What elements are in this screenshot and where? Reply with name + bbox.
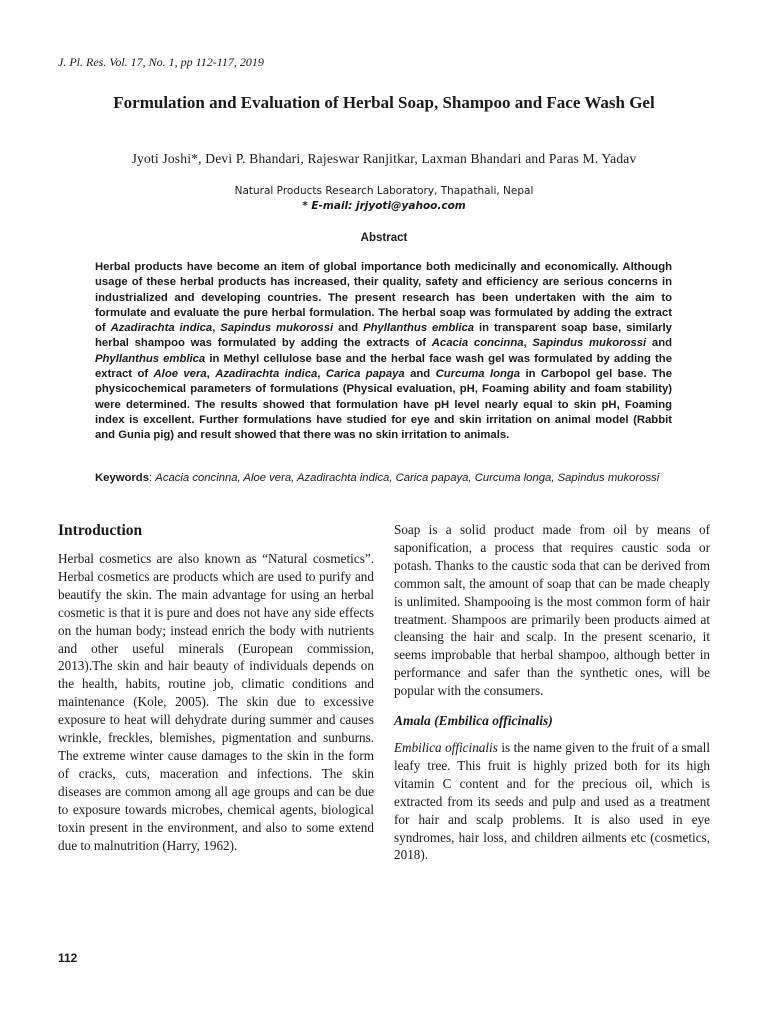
separator: and: [646, 337, 672, 350]
separator: ,: [317, 368, 326, 381]
amala-text: is the name given to the fruit of a small leafy tree. This fruit is highly prized both for its high vitamin C content and for the precious oil, which is extracted from its seeds and pulp and used as a treatment for hair and scalp problems. It is also used in eye syndromes, hair loss, and children ailments etc (cosmetics, 2018).: [394, 739, 710, 863]
species-name: Phyllanthus emblica: [363, 322, 475, 335]
separator: ,: [523, 337, 533, 350]
paper-title: Formulation and Evaluation of Herbal Soap, Shampoo and Face Wash Gel: [113, 93, 655, 112]
subsection-heading-amala: Amala (Embilica officinalis): [394, 713, 553, 729]
abstract-text-part: in Carbopol gel base. The physicochemical parameters of formulations (Physical evaluation, pH, Foaming ability and foam stability) were determined. The results showed that formulation have pH level nearly equal to skin pH, Foaming index is excellent. Further formulations have studied for eye and skin irritation on animal model (Rabbit and Gunia pig) and result showed that there was no skin irritation to animals.: [95, 368, 672, 442]
separator: and: [404, 368, 436, 381]
affiliation: Natural Products Research Laboratory, Thapathali, Nepal: [234, 185, 534, 197]
species-name: Aloe vera: [153, 368, 207, 381]
soap-paragraph: Soap is a solid product made from oil by means of saponification, a process that requires caustic soda or potash. Thanks to the caustic soda that can be derived from common salt, the amount of soap that can be made cheaply is unlimited. Shampooing is the most common form of hair treatment. Shampoos are primarily been products aimed at cleansing the hair and scalp. In the present scenario, it seems improbable that herbal shampoo, although better in performance and safer than the synthetic ones, will be popular with the consumers.: [394, 522, 710, 699]
keywords-list: Acacia concinna, Aloe vera, Azadirachta indica, Carica papaya, Curcuma longa, Sapindus mukorossi: [155, 472, 660, 484]
abstract-text-part: in transparent soap base, similarly herbal shampoo was formulated by adding the extracts of: [95, 322, 672, 350]
separator: :: [149, 472, 156, 484]
contact-email: * E-mail: jrjyoti@yahoo.com: [302, 200, 466, 212]
abstract-text: [95, 260, 672, 444]
keywords: [95, 471, 672, 486]
species-name: Carica papaya: [325, 368, 405, 381]
abstract-text-part: in Methyl cellulose base and the herbal face wash gel was formulated by adding the extract of: [95, 352, 672, 381]
author-list: Jyoti Joshi*, Devi P. Bhandari, Rajeswar Ranjitkar, Laxman Bhandari and Paras M. Yadav: [131, 151, 637, 166]
species-name: Azadirachta indica: [215, 368, 318, 381]
species-name: Acacia concinna: [431, 337, 524, 350]
species-name: Sapindus mukorossi: [220, 322, 334, 335]
affiliation-block: [80, 184, 688, 214]
right-column: [394, 521, 710, 864]
abstract-text-part: Herbal products have become an item of global importance both medicinally and economically. Although usage of these herbal products has increased, their quality, safety and efficiency are serious concerns in industrialized and developing countries. The present research has been undertaken with the aim to formulate and evaluate the pure herbal formulation. The herbal soap was formulated by adding the extract of: [95, 261, 672, 335]
keywords-label: Keywords: [95, 472, 149, 484]
species-name: Phyllanthus emblica: [95, 352, 206, 365]
abstract-heading: Abstract: [360, 232, 408, 244]
section-heading-introduction: Introduction: [58, 522, 143, 539]
species-name: Curcuma longa: [435, 368, 521, 381]
page-number: 112: [58, 951, 78, 965]
left-column: [58, 521, 374, 854]
separator: and: [333, 322, 364, 335]
amala-paragraph: [394, 739, 710, 864]
separator: ,: [212, 322, 221, 335]
species-name: Embilica officinalis: [394, 739, 498, 755]
separator: ,: [206, 368, 216, 381]
intro-paragraph: Herbal cosmetics are also known as “Natural cosmetics”. Herbal cosmetics are products which are used to purify and beautify the skin. The main advantage for using an herbal cosmetic is that it is pure and does not have any side effects on the human body; instead enrich the body with nutrients and other useful minerals (European commission, 2013).The skin and hair beauty of individuals depends on the health, habits, routine job, climatic conditions and maintenance (Kole, 2005). The skin due to excessive exposure to heat will dehydrate during summer and causes wrinkle, freckles, blemishes, pigmentation and sunburns. The extreme winter cause damages to the skin in the form of cracks, cuts, maceration and infections. The skin diseases are common among all age groups and can be due to exposure towards microbes, chemical agents, biological toxin present in the environment, and also to some extend due to malnutrition (Harry, 1962).: [58, 551, 374, 853]
species-name: Sapindus mukorossi: [532, 337, 647, 350]
journal-reference: J. Pl. Res. Vol. 17, No. 1, pp 112-117, 2019: [58, 55, 264, 69]
species-name: Azadirachta indica: [110, 322, 213, 335]
